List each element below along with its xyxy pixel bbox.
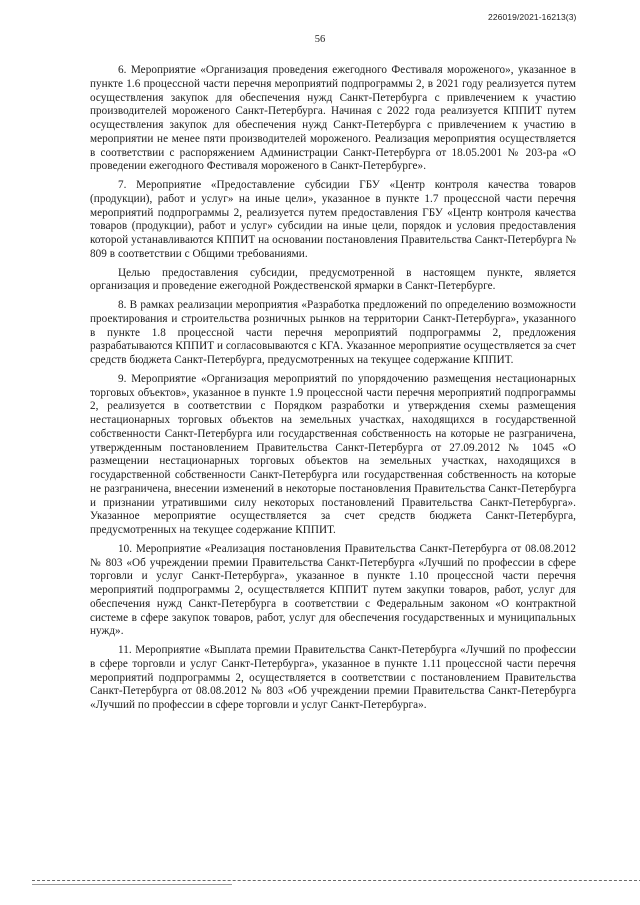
- page-number: 56: [314, 34, 326, 45]
- paragraph-item-11: 11. Мероприятие «Выплата премии Правительства Санкт-Петербурга «Лучший по профессии в сфере торговли и услуг Санкт-Петербурга», указанное в пункте 1.11 процессной части перечня мероприятий подпрограммы 2, осуществляется в соответствии с постановлением Правительства Санкт-Петербурга от 08.08.2012 № 803 «Об учреждении премии Правительства Санкт-Петербурга «Лучший по профессии в сфере торговли и услуг Санкт-Петербурга».: [90, 644, 576, 711]
- footer-divider-short: [32, 884, 232, 885]
- document-id: 226019/2021-16213(3): [488, 12, 577, 22]
- paragraph-item-8: 8. В рамках реализации мероприятия «Разработка предложений по определению возможности проектирования и строительства розничных рынков на территории Санкт-Петербурга», указанного в пункте 1.8 процессной части перечня мероприятий подпрограммы 2, предложения разрабатываются КППИТ и согласовываются с КГА. Указанное мероприятие осуществляется за счет средств бюджета Санкт-Петербурга, предусмотренных на текущее содержание КППИТ.: [90, 299, 576, 366]
- paragraph-subsidy-purpose: Целью предоставления субсидии, предусмотренной в настоящем пункте, является организация и проведение ежегодной Рождественской ярмарки в Санкт-Петербурге.: [90, 266, 576, 293]
- document-body: [90, 64, 576, 718]
- paragraph-item-9: 9. Мероприятие «Организация мероприятий по упорядочению размещения нестационарных торговых объектов», указанное в пункте 1.9 процессной части перечня мероприятий подпрограммы 2, реализуется в соответствии с Порядком разработки и утверждения схемы размещения нестационарных торговых объектов на земельных участках, находящихся в государственной собственности Санкт-Петербурга или государственная собственность на которые не разграничена, утвержденным постановлением Правительства Санкт-Петербурга от 27.09.2012 № 1045 «О размещении нестационарных торговых объектов на земельных участках, находящихся в государственной собственности Санкт-Петербурга или государственная собственность на которые не разграничена, внесении изменений в некоторые постановления Правительства Санкт-Петербурга и признании утратившими силу некоторых постановлений Правительства Санкт-Петербурга». Указанное мероприятие осуществляется за счет средств бюджета Санкт-Петербурга, предусмотренных на текущее содержание КППИТ.: [90, 372, 576, 536]
- paragraph-item-10: 10. Мероприятие «Реализация постановления Правительства Санкт-Петербурга от 08.08.2012 № 803 «Об учреждении премии Правительства Санкт-Петербурга «Лучший по профессии в сфере торговли и услуг Санкт-Петербурга», указанное в пункте 1.10 процессной части перечня мероприятий подпрограммы 2, осуществляется КППИТ путем закупки товаров, работ, услуг для обеспечения нужд Санкт-Петербурга в соответствии с Федеральным законом «О контрактной системе в сфере закупок товаров, работ, услуг для обеспечения государственных и муниципальных нужд».: [90, 542, 576, 638]
- paragraph-item-6: 6. Мероприятие «Организация проведения ежегодного Фестиваля мороженого», указанное в пункте 1.6 процессной части перечня мероприятий подпрограммы 2, в 2021 году реализуется путем осуществления закупок для обеспечения нужд Санкт-Петербурга с привлечением к участию производителей мороженого Санкт-Петербурга. Начиная с 2022 года реализуется КППИТ путем осуществления закупок для обеспечения нужд Санкт-Петербурга с привлечением к участию в мероприятии не менее пяти производителей мороженого. Реализация мероприятия осуществляется в соответствии с распоряжением Администрации Санкт-Петербурга от 18.05.2001 № 203-ра «О проведении ежегодного Фестиваля мороженого в Санкт-Петербурге».: [90, 64, 576, 173]
- footer-divider: [32, 880, 640, 881]
- paragraph-item-7: 7. Мероприятие «Предоставление субсидии ГБУ «Центр контроля качества товаров (продукции), работ и услуг» на иные цели», указанное в пункте 1.7 процессной части перечня мероприятий подпрограммы 2, реализуется путем предоставления ГБУ «Центр контроля качества товаров (продукции), работ и услуг» субсидии на иные цели, порядок и условия предоставления которой устанавливаются КППИТ на основании постановления Правительства Санкт-Петербурга № 809 в соответствии с Общими требованиями.: [90, 179, 576, 260]
